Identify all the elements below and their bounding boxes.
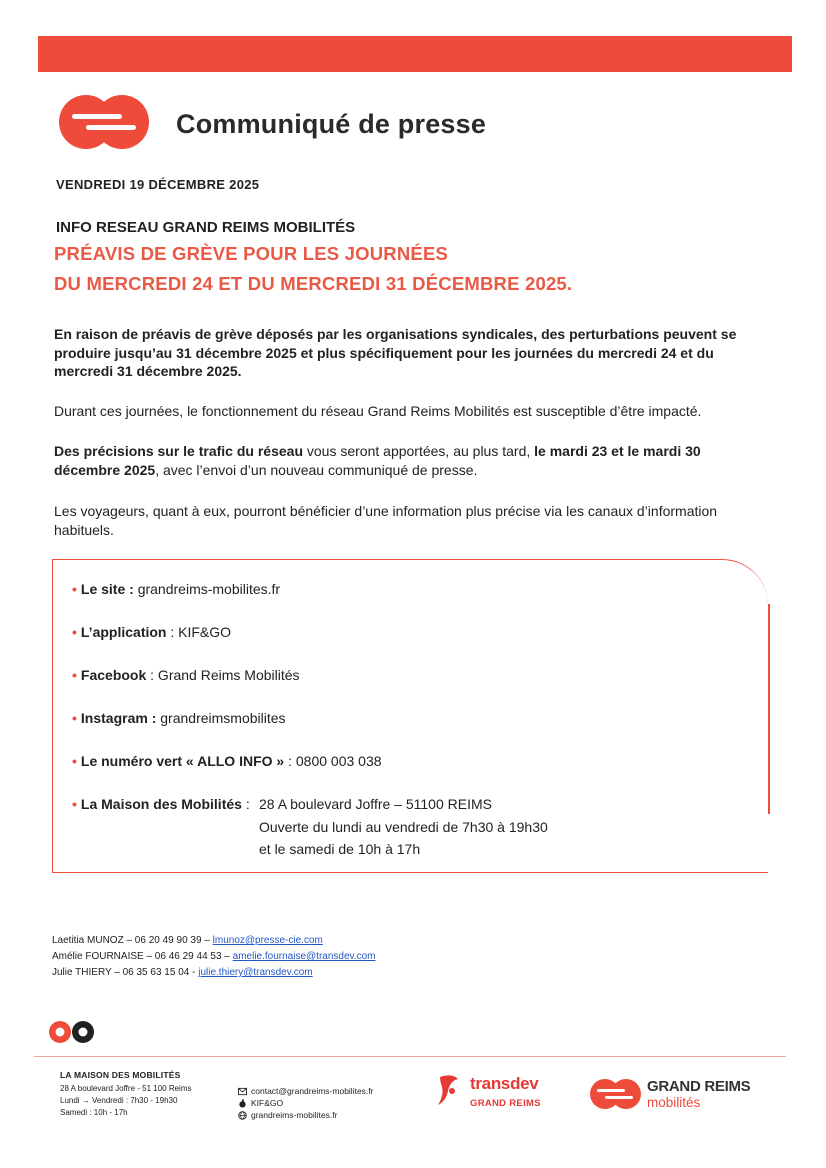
channel-facebook	[72, 667, 300, 683]
contact-name: Amélie FOURNAISE – 06 46 29 44 53 –	[52, 951, 233, 962]
maison-hours-week: Ouverte du lundi au vendredi de 7h30 à 19h30	[259, 819, 548, 835]
paragraph-3-bold-2: le mardi 23 et le mardi 30 décembre 2025	[54, 443, 701, 478]
contact-name: Julie THIERY – 06 35 63 15 04 -	[52, 967, 199, 978]
mobilites-wordmark: mobilités	[647, 1095, 701, 1110]
channel-facebook-label: Facebook	[80, 667, 147, 683]
bullet: •	[72, 624, 77, 640]
paragraph-3	[54, 442, 766, 479]
footer-hours-week: Lundi → Vendredi : 7h30 - 19h30	[60, 1096, 178, 1105]
bullet: •	[72, 710, 77, 726]
contact-email-link[interactable]: julie.thiery@transdev.com	[198, 967, 313, 978]
channel-instagram-label: Instagram :	[80, 710, 157, 726]
channel-phone	[72, 753, 382, 769]
page-title: Communiqué de presse	[176, 109, 487, 139]
channel-app-label: L’application	[80, 624, 167, 640]
bullet: •	[72, 753, 77, 769]
kicker: INFO RESEAU GRAND REIMS MOBILITÉS	[56, 219, 356, 236]
channel-site	[72, 581, 280, 597]
release-date: VENDREDI 19 DÉCEMBRE 2025	[56, 177, 260, 192]
globe-icon	[238, 1111, 247, 1120]
grand-reims-wordmark: GRAND REIMS	[647, 1078, 751, 1095]
transdev-wordmark: transdev	[470, 1074, 539, 1093]
grand-reims-mobilites-logo-icon	[588, 1078, 644, 1110]
paragraph-3-text-1: vous seront apportées, au plus tard,	[303, 443, 535, 459]
maison-hours-saturday: et le samedi de 10h à 17h	[259, 841, 421, 857]
app-store-icon	[238, 1099, 247, 1108]
paragraph-4: Les voyageurs, quant à eux, pourront bénéficier d’une information plus précise via les canaux d’information habituels.	[54, 503, 718, 538]
paragraph-3-text-2: , avec l’envoi d’un nouveau communiqué de presse.	[155, 461, 478, 478]
footer-email-text: contact@grandreims-mobilites.fr	[251, 1086, 374, 1096]
headline-line-2: DU MERCREDI 24 ET DU MERCREDI 31 DÉCEMBRE 2025.	[54, 273, 573, 294]
press-contacts	[52, 933, 375, 981]
channel-app	[72, 624, 231, 640]
bullet: •	[72, 581, 77, 597]
footer-org-name: LA MAISON DES MOBILITÉS	[60, 1070, 181, 1080]
channel-site-value[interactable]: grandreims-mobilites.fr	[133, 581, 281, 597]
footer-website-text: grandreims-mobilites.fr	[251, 1110, 338, 1120]
footer-website[interactable]	[238, 1110, 337, 1120]
footer-divider	[34, 1056, 786, 1057]
channel-maison-label: La Maison des Mobilités	[80, 796, 242, 812]
contact-line	[52, 933, 375, 949]
paragraph-1: En raison de préavis de grève déposés par les organisations syndicales, des perturbations peuvent se produire jusqu’au 31 décembre 2025 et plus spécifiquement pour les journées du mercredi 24 et du mercredi 31 décembre 2025.	[54, 326, 737, 379]
mail-icon	[238, 1087, 247, 1096]
channel-instagram-value: grandreimsmobilites	[156, 710, 286, 726]
bullet: •	[72, 667, 77, 683]
channel-phone-value: : 0800 003 038	[284, 753, 382, 769]
paragraph-3-bold-1: Des précisions sur le trafic du réseau	[54, 443, 303, 459]
footer-email[interactable]	[238, 1086, 373, 1096]
footer-address: 28 A boulevard Joffre - 51 100 Reims	[60, 1084, 192, 1093]
contact-email-link[interactable]: lmunoz@presse-cie.com	[212, 935, 323, 946]
channel-maison	[72, 796, 250, 812]
contact-line	[52, 965, 375, 981]
grand-reims-logo-icon	[56, 94, 152, 150]
channel-app-value: : KIF&GO	[166, 624, 232, 640]
footer-app[interactable]	[238, 1098, 283, 1108]
top-color-band	[38, 36, 792, 72]
contact-email-link[interactable]: amelie.fournaise@transdev.com	[232, 951, 376, 962]
dual-circle-logo-icon	[48, 1020, 96, 1044]
channel-maison-sep: :	[241, 796, 250, 812]
contact-name: Laetitia MUNOZ – 06 20 49 90 39 –	[52, 935, 213, 946]
channel-facebook-value: : Grand Reims Mobilités	[146, 667, 300, 683]
channel-phone-label: Le numéro vert « ALLO INFO »	[80, 753, 285, 769]
contact-line	[52, 949, 375, 965]
transdev-subtitle: GRAND REIMS	[470, 1098, 541, 1109]
channel-site-label: Le site :	[80, 581, 134, 597]
bullet: •	[72, 796, 77, 812]
paragraph-2: Durant ces journées, le fonctionnement du réseau Grand Reims Mobilités est susceptible d’être impacté.	[54, 403, 702, 419]
maison-address: 28 A boulevard Joffre – 51100 REIMS	[259, 796, 492, 812]
footer-hours-saturday: Samedi : 10h - 17h	[60, 1108, 128, 1117]
footer-app-text: KIF&GO	[251, 1098, 284, 1108]
headline-line-1: PRÉAVIS DE GRÈVE POUR LES JOURNÉES	[54, 243, 449, 264]
channel-instagram	[72, 710, 286, 726]
